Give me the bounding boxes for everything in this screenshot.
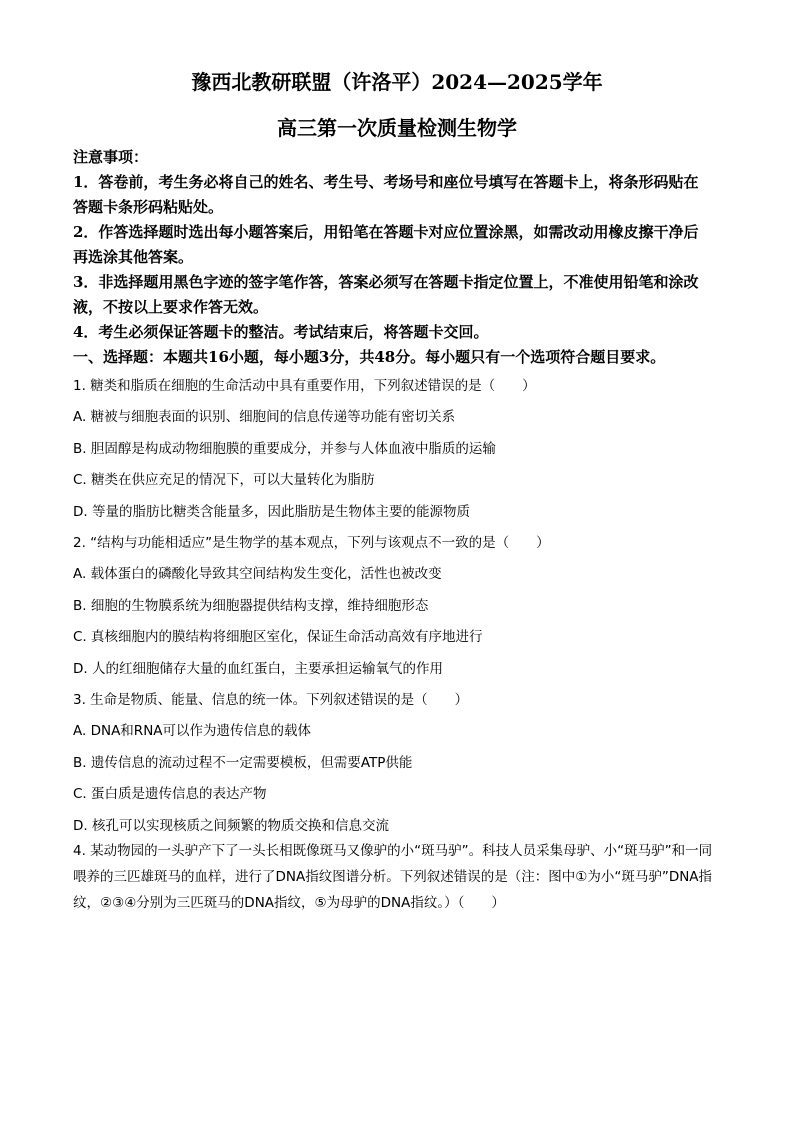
question-option: D. 等量的脂肪比糖类含能量多，因此脂肪是生物体主要的能源物质 — [73, 503, 470, 520]
question-option: B. 胆固醇是构成动物细胞膜的重要成分，并参与人体血液中脂质的运输 — [73, 440, 496, 457]
notes-heading: 注意事项： — [73, 148, 149, 166]
question-option: B. 细胞的生物膜系统为细胞器提供结构支撑，维持细胞形态 — [73, 597, 429, 614]
exam-title-line1: 豫西北教研联盟（许洛平）2024—2025学年 — [191, 70, 603, 94]
notes-item: 4．考生必须保证答题卡的整洁。考试结束后，将答题卡交回。 — [73, 323, 489, 341]
notes-item: 2．作答选择题时选出每小题答案后，用铅笔在答题卡对应位置涂黑，如需改动用橡皮擦干净后再选涂其他答案。 — [73, 223, 699, 266]
question-option: A. 糖被与细胞表面的识别、细胞间的信息传递等功能有密切关系 — [73, 409, 456, 426]
question-option: D. 人的红细胞储存大量的血红蛋白，主要承担运输氧气的作用 — [73, 660, 443, 677]
exam-notes — [73, 145, 713, 370]
question-4 — [73, 838, 713, 916]
question-option: C. 真核细胞内的膜结构将细胞区室化，保证生命活动高效有序地进行 — [73, 629, 483, 646]
notes-item: 1．答卷前，考生务必将自己的姓名、考生号、考场号和座位号填写在答题卡上，将条形码贴在答题卡条形码粘贴处。 — [73, 173, 699, 216]
notes-item: 3．非选择题用黑色字迹的签字笔作答，答案必须写在答题卡指定位置上，不准使用铅笔和涂改液，不按以上要求作答无效。 — [73, 273, 699, 316]
question-stem: 2. “结构与功能相适应”是生物学的基本观点，下列与该观点不一致的是（ ） — [73, 535, 550, 552]
question-option: A. 载体蛋白的磷酸化导致其空间结构发生变化，活性也被改变 — [73, 566, 442, 583]
question-option: A. DNA和RNA可以作为遗传信息的载体 — [73, 723, 312, 740]
exam-title-line2: 高三第一次质量检测生物学 — [277, 116, 517, 140]
question-list — [73, 371, 713, 842]
question-option: B. 遗传信息的流动过程不一定需要模板，但需要ATP供能 — [73, 754, 413, 771]
question-stem: 1. 糖类和脂质在细胞的生命活动中具有重要作用，下列叙述错误的是（ ） — [73, 378, 536, 394]
section-heading: 一、选择题：本题共16小题，每小题3分，共48分。每小题只有一个选项符合题目要求。 — [73, 348, 666, 366]
question-option: C. 蛋白质是遗传信息的表达产物 — [73, 786, 267, 803]
question-stem: 3. 生命是物质、能量、信息的统一体。下列叙述错误的是（ ） — [73, 692, 469, 709]
question-option: D. 核孔可以实现核质之间频繁的物质交换和信息交流 — [73, 817, 389, 834]
question-stem: 4. 某动物园的一头驴产下了一头长相既像斑马又像驴的小“斑马驴”。科技人员采集母驴、小“斑马驴”和一同喂养的三匹雄斑马的血样，进行了DNA指纹图谱分析。下列叙述错误的是（注：图中①为小“斑马驴”DNA指纹，②③④分别为三匹斑马的DNA指纹，⑤为母驴的DNA指纹。）（ ） — [73, 843, 713, 911]
question-option: C. 糖类在供应充足的情况下，可以大量转化为脂肪 — [73, 472, 375, 489]
